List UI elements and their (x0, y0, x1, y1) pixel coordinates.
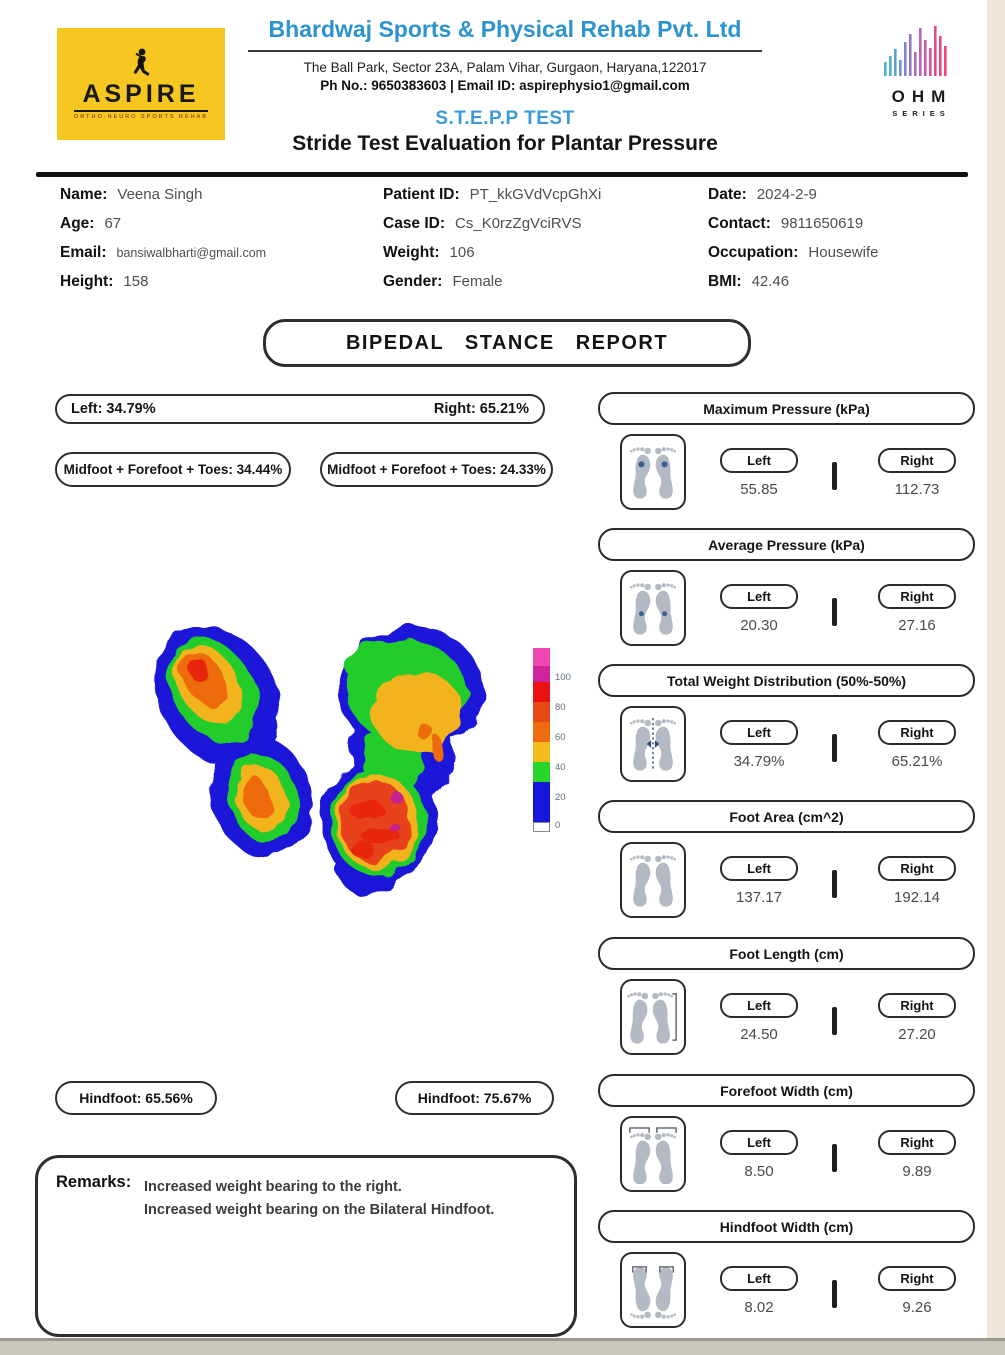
ohm-series-logo (866, 22, 972, 118)
panel-forefoot-width (598, 1074, 975, 1210)
right-value: 192.14 (894, 889, 940, 906)
field-value: 158 (123, 273, 149, 290)
hindfoot-left-pill: Hindfoot: 65.56% (55, 1081, 217, 1115)
patient-info-col1 (60, 186, 266, 294)
field-label: Age: (60, 215, 95, 232)
left-foot-heatmap (133, 618, 328, 870)
right-foot-heatmap (310, 626, 483, 895)
feet-weight-distribution-icon (620, 706, 686, 782)
right-pill: Right (878, 1130, 956, 1155)
feet-area-icon (620, 842, 686, 918)
scale-label-0: 0 (555, 820, 561, 831)
ohm-bars-icon (878, 22, 960, 80)
field-label: Email: (60, 244, 107, 261)
colorbar-zero-box (533, 822, 550, 832)
scale-label-80: 80 (555, 702, 566, 713)
left-pill: Left (720, 720, 798, 745)
patient-info-col2 (383, 186, 601, 294)
left-pill: Left (720, 584, 798, 609)
right-value: 9.89 (902, 1163, 932, 1180)
company-phone-email: Ph No.: 9650383603 | Email ID: aspirephysio1@gmail.com (320, 78, 690, 93)
plantar-pressure-heatmap (133, 618, 528, 908)
field-label: Patient ID: (383, 186, 460, 203)
patient-field-weight (383, 244, 601, 265)
remarks-line-2: Increased weight bearing on the Bilateral Hindfoot. (144, 1202, 495, 1219)
right-value: 27.20 (898, 1026, 936, 1043)
patient-field-name (60, 186, 266, 207)
panel-title: Hindfoot Width (cm) (598, 1210, 975, 1243)
panel-average-pressure (598, 528, 975, 664)
test-title: S.T.E.P.P TEST (435, 108, 575, 129)
field-label: Name: (60, 186, 108, 203)
patient-field-case-id (383, 215, 601, 236)
value-divider (832, 1280, 837, 1308)
feet-max-pressure-icon (620, 434, 686, 510)
patient-field-bmi (708, 273, 878, 294)
left-pill: Left (720, 993, 798, 1018)
left-pill: Left (720, 1266, 798, 1291)
left-value: 20.30 (740, 617, 778, 634)
left-value: 55.85 (740, 481, 778, 498)
aspire-logo (57, 28, 225, 140)
feet-average-pressure-icon (620, 570, 686, 646)
value-divider (832, 1144, 837, 1172)
patient-field-gender (383, 273, 601, 294)
right-value: 27.16 (898, 617, 936, 634)
field-label: Weight: (383, 244, 440, 261)
field-value: bansiwalbharti@gmail.com (116, 246, 267, 260)
hindfoot-right-pill: Hindfoot: 75.67% (395, 1081, 554, 1115)
right-value: 65.21% (891, 753, 943, 770)
remarks-text (144, 1176, 494, 1222)
right-pill: Right (878, 1266, 956, 1291)
feet-forefoot-width-icon (620, 1116, 686, 1192)
feet-hindfoot-width-icon (620, 1252, 686, 1328)
field-value: PT_kkGVdVcpGhXi (469, 186, 602, 203)
panel-title: Foot Length (cm) (598, 937, 975, 970)
test-subtitle: Stride Test Evaluation for Plantar Pressure (292, 132, 718, 155)
field-value: 42.46 (751, 273, 790, 290)
scale-label-60: 60 (555, 732, 566, 743)
header-divider (36, 172, 968, 177)
left-value: 137.17 (736, 889, 782, 906)
field-value: 67 (104, 215, 122, 232)
scale-label-20: 20 (555, 792, 566, 803)
patient-field-contact (708, 215, 878, 236)
value-divider (832, 462, 837, 490)
panel-title: Maximum Pressure (kPa) (598, 392, 975, 425)
distribution-right: Right: 65.21% (433, 401, 529, 417)
left-value: 34.79% (733, 753, 785, 770)
patient-field-patient-id (383, 186, 601, 207)
left-pill: Left (720, 448, 798, 473)
left-value: 8.02 (744, 1299, 774, 1316)
right-value: 9.26 (902, 1299, 932, 1316)
field-label: Case ID: (383, 215, 446, 232)
field-value: Veena Singh (117, 186, 203, 203)
distribution-left: Left: 34.79% (71, 401, 156, 417)
scan-edge-right (987, 0, 1005, 1355)
right-pill: Right (878, 993, 956, 1018)
left-value: 8.50 (744, 1163, 774, 1180)
field-value: 106 (449, 244, 475, 261)
field-label: Contact: (708, 215, 771, 232)
field-label: Gender: (383, 273, 443, 290)
field-label: Date: (708, 186, 747, 203)
field-value: 2024-2-9 (756, 186, 817, 203)
colorbar-segments (533, 648, 550, 832)
field-label: BMI: (708, 273, 742, 290)
patient-field-date (708, 186, 878, 207)
left-pill: Left (720, 1130, 798, 1155)
right-pill: Right (878, 856, 956, 881)
jumping-person-icon (126, 48, 156, 80)
field-label: Height: (60, 273, 114, 290)
field-value: Housewife (808, 244, 879, 261)
right-pill: Right (878, 448, 956, 473)
panel-title: Forefoot Width (cm) (598, 1074, 975, 1107)
right-pill: Right (878, 584, 956, 609)
panel-foot-length (598, 937, 975, 1073)
panel-maximum-pressure (598, 392, 975, 528)
pressure-scale-colorbar (533, 648, 585, 848)
remarks-label: Remarks: (56, 1173, 132, 1191)
value-divider (832, 598, 837, 626)
panel-total-weight-distribution (598, 664, 975, 800)
remarks-box (35, 1155, 577, 1337)
report-title: BIPEDAL STANCE REPORT (263, 319, 751, 367)
patient-info-col3 (708, 186, 878, 294)
company-address: The Ball Park, Sector 23A, Palam Vihar, Gurgaon, Haryana,122017 (303, 60, 707, 75)
scale-label-40: 40 (555, 762, 566, 773)
patient-field-age (60, 215, 266, 236)
feet-length-icon (620, 979, 686, 1055)
aspire-brand-text: ASPIRE (82, 80, 200, 108)
field-label: Occupation: (708, 244, 799, 261)
left-pill: Left (720, 856, 798, 881)
panel-foot-area (598, 800, 975, 936)
ohm-series: SERIES (892, 109, 950, 118)
aspire-tagline: ORTHO-NEURO SPORTS REHAB (74, 110, 208, 120)
patient-field-height (60, 273, 266, 294)
panel-title: Average Pressure (kPa) (598, 528, 975, 561)
right-value: 112.73 (894, 481, 940, 498)
weight-distribution-bar (55, 394, 545, 424)
value-divider (832, 870, 837, 898)
field-value: Female (452, 273, 503, 290)
panel-title: Total Weight Distribution (50%-50%) (598, 664, 975, 697)
company-name: Bhardwaj Sports & Physical Rehab Pvt. Ltd (248, 16, 762, 52)
panel-hindfoot-width (598, 1210, 975, 1346)
ohm-name: OHM (891, 87, 953, 106)
patient-field-email (60, 244, 266, 265)
value-divider (832, 734, 837, 762)
remarks-line-1: Increased weight bearing to the right. (144, 1179, 402, 1195)
left-value: 24.50 (740, 1026, 778, 1043)
header-center (248, 16, 762, 156)
field-value: Cs_K0rzZgVciRVS (455, 215, 582, 232)
panel-title: Foot Area (cm^2) (598, 800, 975, 833)
scale-label-100: 100 (555, 672, 571, 683)
midfoot-forefoot-toes-right-pill: Midfoot + Forefoot + Toes: 24.33% (320, 452, 553, 487)
field-value: 9811650619 (780, 215, 864, 232)
midfoot-forefoot-toes-left-pill: Midfoot + Forefoot + Toes: 34.44% (55, 452, 291, 487)
value-divider (832, 1007, 837, 1035)
right-pill: Right (878, 720, 956, 745)
patient-field-occupation (708, 244, 878, 265)
